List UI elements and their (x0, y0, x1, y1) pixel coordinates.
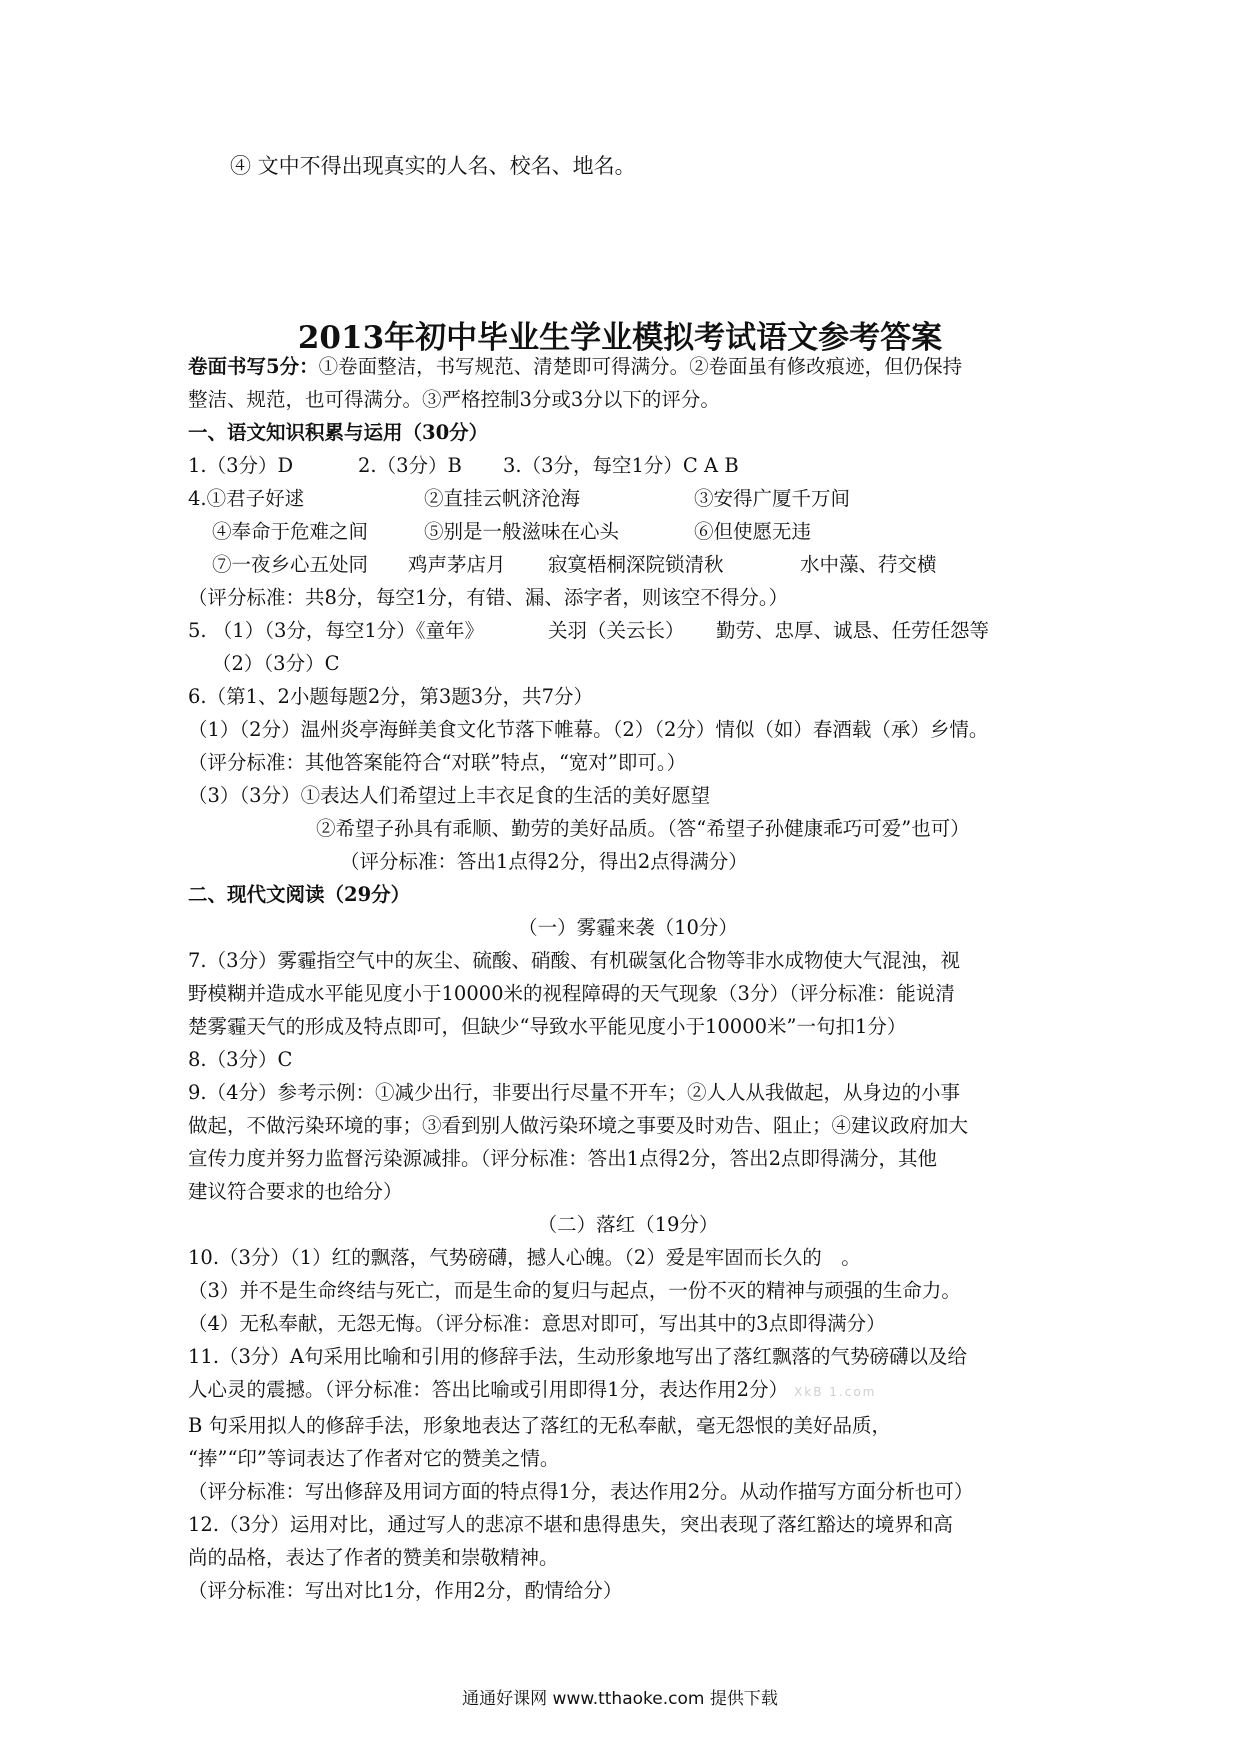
answers-q5-row-2: （2）（3分）C (212, 652, 340, 675)
handwriting-line-2: 整洁、规范，也可得满分。③严格控制3分或3分以下的评分。 (188, 388, 720, 411)
answer-q11-line: （评分标准：写出修辞及用词方面的特点得1分，表达作用2分。从动作描写方面分析也可） (188, 1480, 974, 1503)
answer-q5-item: 勤劳、忠厚、诚恳、任劳任怨等 (716, 619, 990, 642)
answer-q7-line: 楚雾霾天气的形成及特点即可，但缺少“导致水平能见度小于10000米”一句扣1分） (188, 1015, 907, 1038)
part-2-title: （二）落红（19分） (537, 1213, 719, 1236)
answer-q4-item: ④奉命于危难之间 (212, 520, 369, 543)
page-title: 2013年初中毕业生学业模拟考试语文参考答案 (297, 320, 943, 356)
answer-q11-line-with-watermark (188, 1373, 1068, 1409)
answer-q11-text: 人心灵的震撼。（评分标准：答出比喻或引用即得1分，表达作用2分） (188, 1378, 789, 1401)
answer-q7-line: 7.（3分）雾霾指空气中的灰尘、硫酸、硝酸、有机碳氢化合物等非水成物使大气混浊，视 (188, 949, 961, 972)
answer-q4-item: ②直挂云帆济沧海 (424, 487, 581, 510)
answer-q4-item: 4.①君子好逑 (188, 487, 305, 510)
answer-q4-item: ⑥但使愿无违 (694, 520, 812, 543)
answer-q4-item: ③安得广厦千万间 (694, 487, 851, 510)
answer-q12-line: 尚的品格，表达了作者的赞美和崇敬精神。 (188, 1546, 559, 1569)
answer-q10-line: 10.（3分）（1）红的飘落，气势磅礴，撼人心魄。（2）爱是牢固而长久的 。 (188, 1246, 861, 1269)
answer-q2: 2.（3分）B (358, 454, 462, 477)
answer-q6-part-3a: （3）（3分）①表达人们希望过上丰衣足食的生活的美好愿望 (188, 784, 711, 807)
answer-q11-line: 11.（3分）A句采用比喻和引用的修辞手法，生动形象地写出了落红飘落的气势磅礴以及给 (188, 1345, 968, 1368)
answer-q6-part-1-2: （1）（2分）温州炎亭海鲜美食文化节落下帷幕。（2）（2分）情似（如）春酒载（承）乡情。 (188, 718, 989, 741)
answer-q6-part-3b: ②希望子孙具有乖顺、勤劳的美好品质。（答“希望子孙健康乖巧可爱”也可） (316, 817, 970, 840)
section-2-heading: 二、现代文阅读（29分） (188, 883, 411, 906)
answer-q10-line: （4）无私奉献，无怨无悔。（评分标准：意思对即可，写出其中的3点即得满分） (188, 1312, 886, 1335)
section-1-heading: 一、语文知识积累与运用（30分） (188, 421, 489, 444)
answers-q4-row-2 (188, 515, 1068, 548)
answers-q5-row-1 (188, 614, 1068, 647)
part-1-title: （一）雾霾来袭（10分） (518, 916, 738, 939)
answers-q4-row-1 (188, 482, 1068, 515)
answer-q4-item: 寂寞梧桐深院锁清秋 (548, 553, 724, 576)
answer-q5-item: 关羽（关云长） (548, 619, 685, 642)
answer-q10-line: （3）并不是生命终结与死亡，而是生命的复归与起点，一份不灭的精神与顽强的生命力。 (188, 1279, 961, 1302)
answer-q4-item: 水中藻、荇交横 (800, 553, 937, 576)
q6-scoring-note: （评分标准：其他答案能符合“对联”特点，“宽对”即可。） (188, 751, 687, 774)
top-note: ④ 文中不得出现真实的人名、校名、地名。 (230, 154, 636, 178)
answer-q5-item: 5. （1）（3分，每空1分）《童年》 (188, 619, 485, 642)
footer-source: 通通好课网 www.tthaoke.com 提供下载 (462, 1689, 778, 1709)
answer-q11-line: B 句采用拟人的修辞手法，形象地表达了落红的无私奉献，毫无怨恨的美好品质， (188, 1414, 892, 1437)
answer-q9-line: 宣传力度并努力监督污染源减排。（评分标准：答出1点得2分，答出2点即得满分，其他 (188, 1147, 937, 1170)
q4-scoring-note: （评分标准：共8分，每空1分，有错、漏、添字者，则该空不得分。） (188, 586, 789, 609)
answer-q9-line: 建议符合要求的也给分） (188, 1180, 403, 1203)
answer-q3: 3.（3分，每空1分）C A B (503, 454, 739, 477)
answer-q1: 1.（3分）D (188, 454, 294, 477)
answer-q4-item: ⑤别是一般滋味在心头 (424, 520, 620, 543)
handwriting-text-1: ①卷面整洁，书写规范、清楚即可得满分。②卷面虽有修改痕迹，但仍保持 (318, 355, 963, 378)
answer-q8: 8.（3分）C (188, 1048, 293, 1071)
answer-q9-line: 做起，不做污染环境的事；③看到别人做污染环境之事要及时劝告、阻止；④建议政府加大 (188, 1114, 969, 1137)
q6-part-3-scoring-note: （评分标准：答出1点得2分，得出2点得满分） (340, 850, 748, 873)
answer-q12-line: （评分标准：写出对比1分，作用2分，酌情给分） (188, 1579, 623, 1602)
answer-q12-line: 12.（3分）运用对比，通过写人的悲凉不堪和患得患失，突出表现了落红豁达的境界和高 (188, 1513, 953, 1536)
answer-q4-item: 鸡声茅店月 (408, 553, 506, 576)
answers-q1-q3 (188, 449, 1068, 482)
q6-heading: 6.（第1、2小题每题2分，第3题3分，共7分） (188, 685, 594, 708)
answer-q4-item: ⑦一夜乡心五处同 (212, 553, 369, 576)
watermark-text: XkB 1.com (794, 1385, 877, 1399)
handwriting-label: 卷面书写5分： (188, 355, 319, 378)
answer-content (188, 350, 1068, 1607)
answer-q7-line: 野模糊并造成水平能见度小于10000米的视程障碍的天气现象（3分）（评分标准：能说清 (188, 982, 955, 1005)
handwriting-line-1 (188, 350, 1068, 383)
answers-q4-row-3 (188, 548, 1068, 581)
answer-q11-line: “捧”“印”等词表达了作者对它的赞美之情。 (188, 1447, 560, 1470)
answer-q9-line: 9.（4分）参考示例：①减少出行，非要出行尽量不开车；②人人从我做起，从身边的小事 (188, 1081, 961, 1104)
